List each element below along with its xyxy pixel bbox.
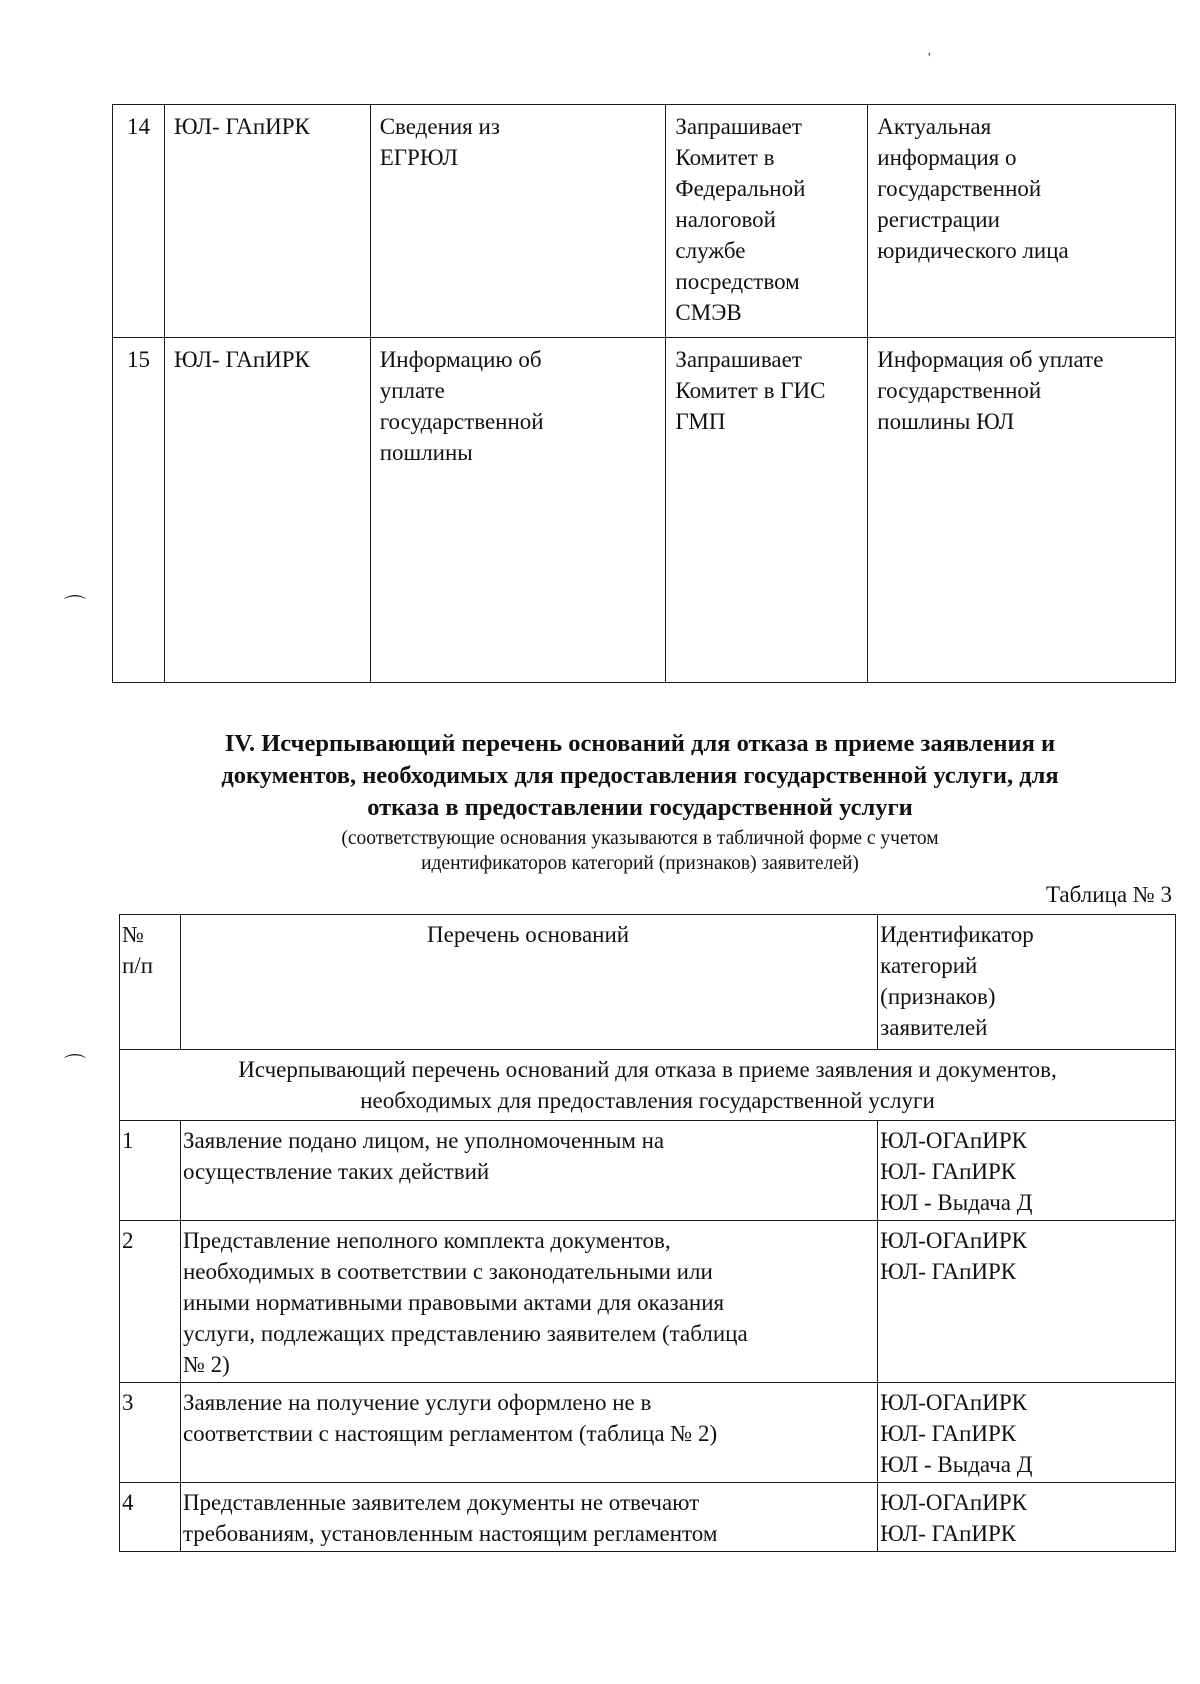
document-name: Сведения из ЕГРЮЛ — [370, 105, 666, 338]
row-number: 1 — [120, 1121, 181, 1221]
applicant-category: ЮЛ- ГАпИРК — [164, 338, 370, 683]
scan-mark-left-lower: ⌒ — [64, 1053, 87, 1078]
table-subheading-row — [120, 1050, 1176, 1121]
table-row — [120, 1221, 1176, 1383]
table-row — [120, 1383, 1176, 1483]
document-content: Информация об уплате государственной пошлины ЮЛ — [868, 338, 1176, 683]
applicant-category: ЮЛ- ГАпИРК — [164, 105, 370, 338]
table-caption: Таблица № 3 — [1045, 882, 1172, 907]
document-name: Информацию об уплате государственной пошлины — [370, 338, 666, 683]
category-identifiers: ЮЛ-ОГАпИРК ЮЛ- ГАпИРК ЮЛ - Выдача Д — [878, 1121, 1176, 1221]
table-subheading: Исчерпывающий перечень оснований для отказа в приеме заявления и документов, необходимых для предоставления государственной услуги — [120, 1050, 1176, 1121]
category-identifiers: ЮЛ-ОГАпИРК ЮЛ- ГАпИРК — [878, 1483, 1176, 1552]
section-note: (соответствующие основания указываются в табличной форме с учетом идентификаторов категорий (признаков) заявителей) — [341, 828, 939, 874]
refusal-reason: Представление неполного комплекта документов, необходимых в соответствии с законодательными или иными нормативными правовыми актами для оказания услуги, подлежащих представлению заявителем (таблица № 2) — [180, 1221, 877, 1383]
row-number: 14 — [113, 105, 165, 338]
scan-mark-left-upper: ⌒ — [64, 594, 87, 619]
scan-mark-top: ' — [928, 51, 931, 66]
header-identifier: Идентификатор категорий (признаков) заявителей — [878, 915, 1176, 1050]
documents-table-continuation — [112, 104, 1176, 683]
category-identifiers: ЮЛ-ОГАпИРК ЮЛ- ГАпИРК ЮЛ - Выдача Д — [878, 1383, 1176, 1483]
section-heading: IV. Исчерпывающий перечень оснований для отказа в приеме заявления и документов, необходимых для предоставления государственной услуги, для отказа в предоставлении государственной услуги — [221, 730, 1059, 821]
table-row — [113, 105, 1176, 338]
document-content: Актуальная информация о государственной регистрации юридического лица — [868, 105, 1176, 338]
row-number: 2 — [120, 1221, 181, 1383]
table-row — [120, 1483, 1176, 1552]
refusal-reason: Заявление на получение услуги оформлено не в соответствии с настоящим регламентом (таблица № 2) — [180, 1383, 877, 1483]
refusal-reasons-table — [119, 914, 1176, 1552]
request-method: Запрашивает Комитет в Федеральной налоговой службе посредством СМЭВ — [666, 105, 868, 338]
row-number: 4 — [120, 1483, 181, 1552]
table-header-row — [120, 915, 1176, 1050]
row-number: 15 — [113, 338, 165, 683]
table-row — [120, 1121, 1176, 1221]
header-reasons: Перечень оснований — [180, 915, 877, 1050]
row-number: 3 — [120, 1383, 181, 1483]
header-number: № п/п — [120, 915, 181, 1050]
refusal-reason: Представленные заявителем документы не отвечают требованиям, установленным настоящим регламентом — [180, 1483, 877, 1552]
refusal-reason: Заявление подано лицом, не уполномоченным на осуществление таких действий — [180, 1121, 877, 1221]
request-method: Запрашивает Комитет в ГИС ГМП — [666, 338, 868, 683]
table-row — [113, 338, 1176, 683]
category-identifiers: ЮЛ-ОГАпИРК ЮЛ- ГАпИРК — [878, 1221, 1176, 1383]
